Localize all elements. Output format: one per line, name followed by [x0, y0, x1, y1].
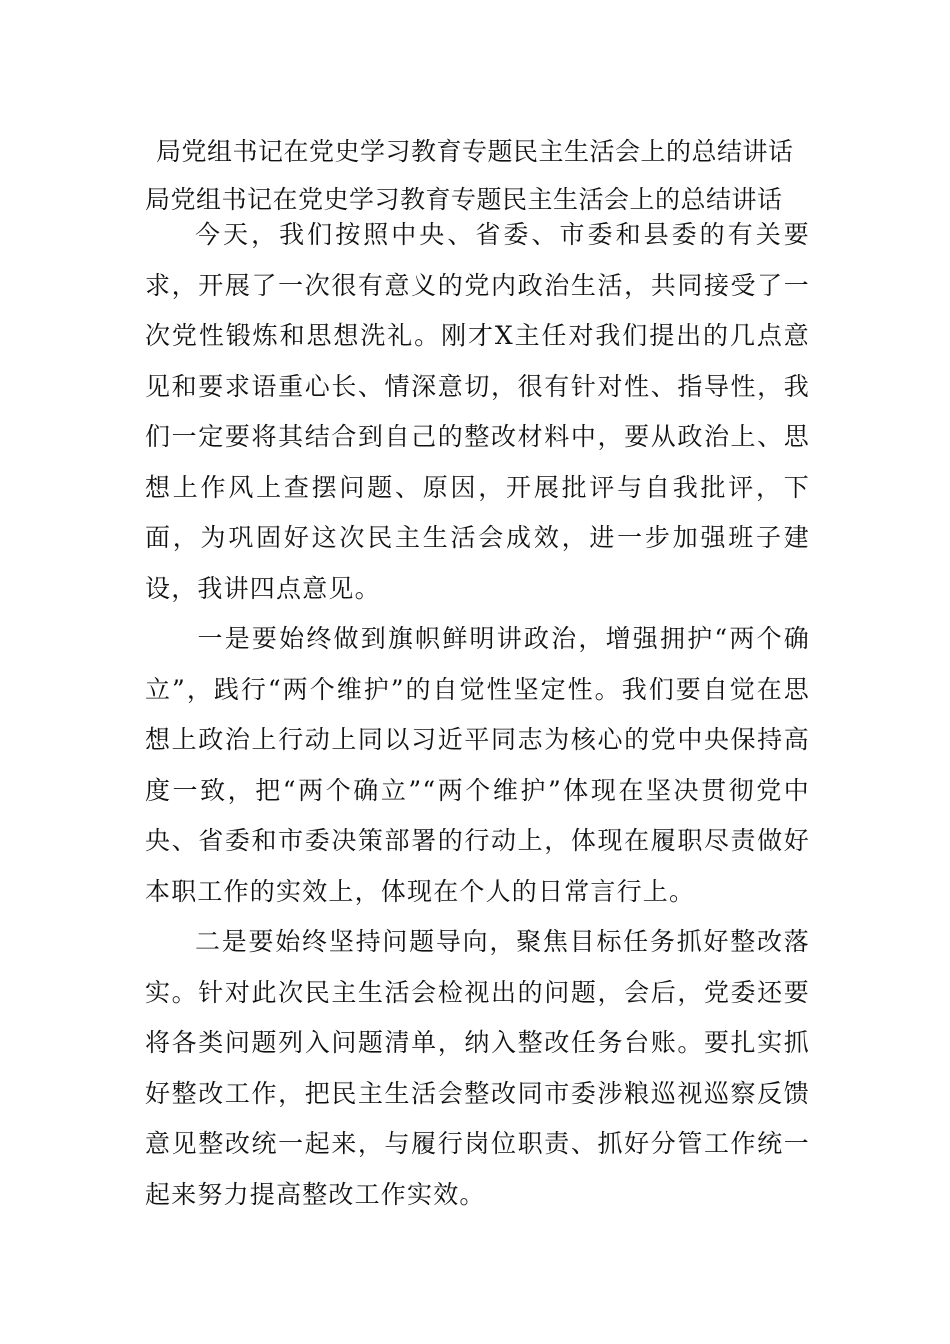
document-title: 局党组书记在党史学习教育专题民主生活会上的总结讲话 — [156, 137, 794, 166]
paragraph-intro: 今天，我们按照中央、省委、市委和县委的有关要求，开展了一次很有意义的党内政治生活，共同接受了一次党性锻炼和思想洗礼。刚才X主任对我们提出的几点意见和要求语重心长、情深意切，很有针对性、指导性，我们一定要将其结合到自己的整改材料中，要从政治上、思想上作风上查摆问题、原因，开展批评与自我批评，下面，为巩固好这次民主生活会成效，进一步加强班子建设，我讲四点意见。 — [145, 220, 810, 603]
document-title-repeat: 局党组书记在党史学习教育专题民主生活会上的总结讲话 — [145, 185, 783, 214]
document-body — [145, 210, 810, 1220]
paragraph-point-one: 一是要始终做到旗帜鲜明讲政治，增强拥护“两个确立”，践行“两个维护”的自觉性坚定性。我们要自觉在思想上政治上行动上同以习近平同志为核心的党中央保持高度一致，把“两个确立”“两个维护”体现在坚决贯彻党中央、省委和市委决策部署的行动上，体现在履职尽责做好本职工作的实效上，体现在个人的日常言行上。 — [145, 624, 810, 906]
paragraph-point-two: 二是要始终坚持问题导向，聚焦目标任务抓好整改落实。针对此次民主生活会检视出的问题，会后，党委还要将各类问题列入问题清单，纳入整改任务台账。要扎实抓好整改工作，把民主生活会整改同市委涉粮巡视巡察反馈意见整改统一起来，与履行岗位职责、抓好分管工作统一起来努力提高整改工作实效。 — [145, 927, 810, 1209]
